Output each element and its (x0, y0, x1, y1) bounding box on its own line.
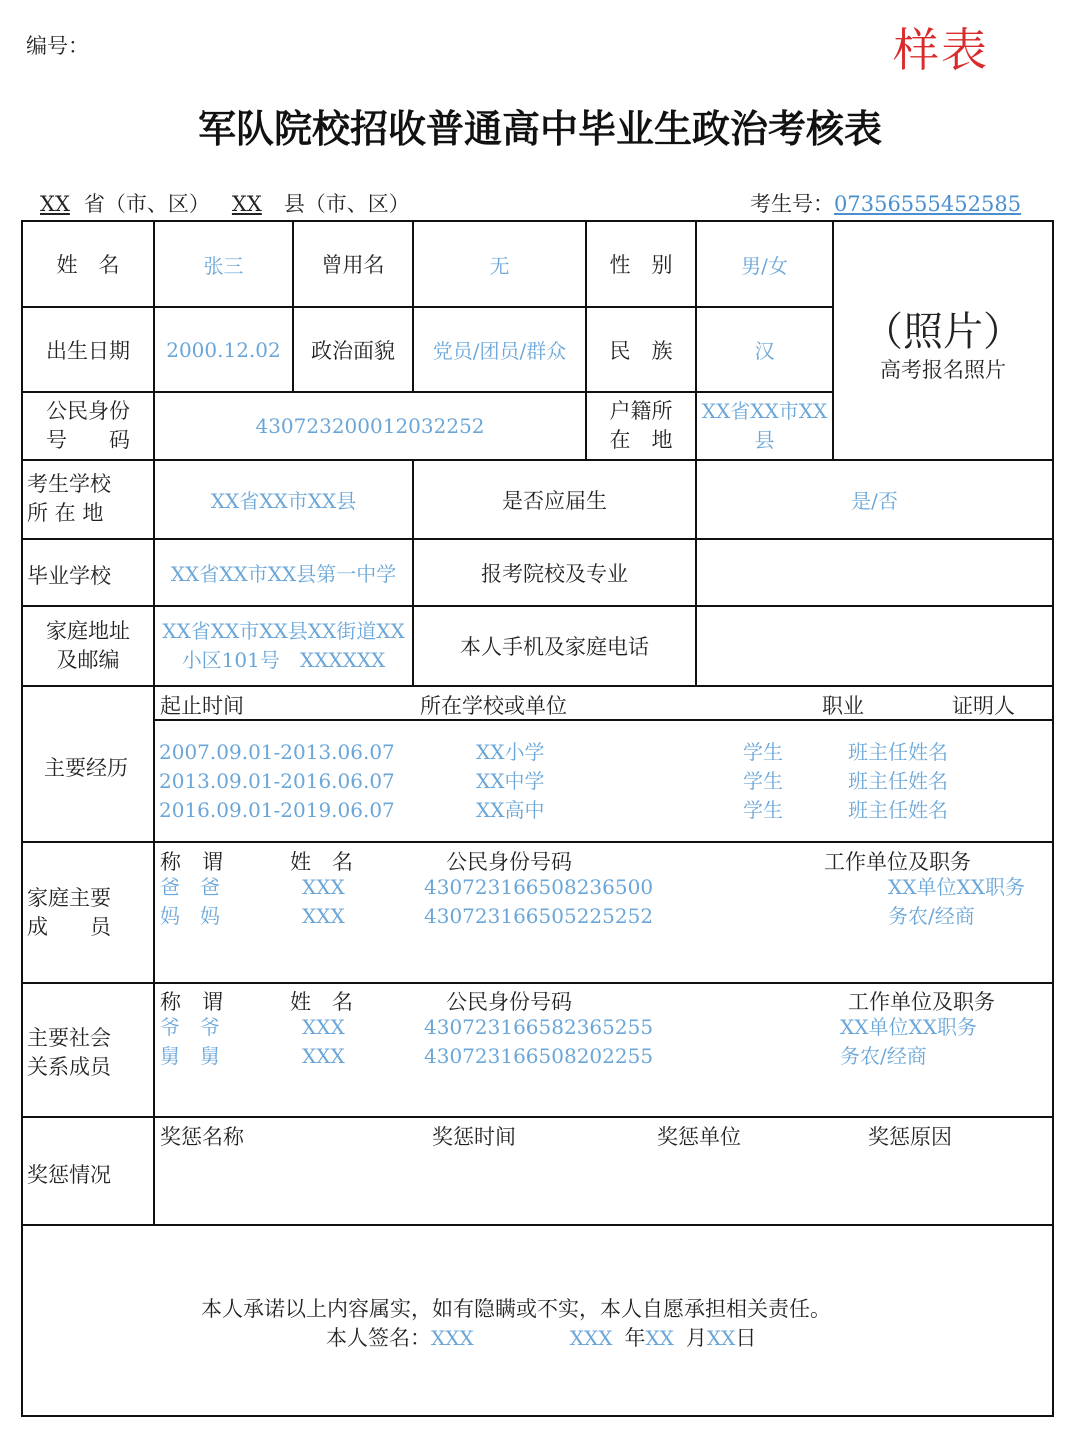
former-name-value[interactable]: 无 (489, 253, 510, 278)
table-row[interactable]: 爷 爷 (160, 1015, 220, 1039)
table-row[interactable]: 2016.09.01-2019.06.07 (159, 798, 395, 822)
table-row[interactable]: XX小学 (476, 740, 545, 764)
table-row[interactable]: XXX (302, 1015, 345, 1039)
gender-value[interactable]: 男/女 (741, 253, 788, 278)
family-header-name: 姓 名 (290, 850, 353, 874)
table-row[interactable]: 务农/经商 (840, 1044, 927, 1068)
graduate-school-label: 毕业学校 (27, 564, 111, 588)
name-value[interactable]: 张三 (203, 253, 244, 278)
history-header-school: 所在学校或单位 (420, 694, 567, 718)
table-row[interactable]: 430723166508236500 (424, 875, 654, 899)
family-header-work: 工作单位及职务 (824, 850, 971, 874)
social-header-work: 工作单位及职务 (848, 990, 995, 1014)
fresh-graduate-label: 是否应届生 (502, 488, 607, 513)
hukou-label: 户籍所 在 地 (609, 399, 673, 452)
family-header-id: 公民身份号码 (446, 850, 572, 874)
apply-school-field[interactable] (697, 540, 1052, 605)
awards-header-time: 奖惩时间 (432, 1125, 516, 1149)
county-suffix: 县（市、区） (283, 192, 410, 216)
social-relation-column (160, 1013, 220, 1071)
former-name-label: 曾用名 (321, 253, 385, 277)
ethnic-value[interactable]: 汉 (754, 339, 775, 363)
table-row[interactable]: XX中学 (476, 769, 545, 793)
history-school-column (476, 738, 544, 825)
serial-label: 编号： (26, 34, 89, 58)
birth-value[interactable]: 2000.12.02 (166, 337, 281, 362)
social-label: 主要社会 关系成员 (27, 1026, 111, 1079)
address-label: 家庭地址 及邮编 (46, 619, 130, 672)
family-label: 家庭主要 成 员 (27, 886, 111, 939)
social-header-id: 公民身份号码 (446, 990, 572, 1014)
name-label: 姓 名 (56, 253, 120, 277)
social-header-relation: 称 谓 (160, 990, 223, 1014)
table-row[interactable]: XX单位XX职务 (840, 1015, 977, 1039)
table-row[interactable]: XXX (302, 904, 345, 928)
page-title: 军队院校招收普通高中毕业生政治考核表 (197, 107, 882, 151)
signature-value[interactable]: XXX (431, 1326, 474, 1350)
awards-header-unit: 奖惩单位 (657, 1125, 741, 1149)
signature-label: 本人签名： (326, 1326, 431, 1350)
table-row[interactable]: 班主任姓名 (848, 740, 948, 764)
signature-line: 本人签名：XXX XXX 年XX 月XX日 (326, 1326, 757, 1350)
history-header-job: 职业 (822, 694, 864, 718)
history-header-period: 起止时间 (160, 694, 244, 718)
school-location-label: 考生学校 所 在 地 (27, 472, 111, 525)
history-header-witness: 证明人 (952, 694, 1015, 718)
sample-stamp: 样表 (893, 23, 989, 77)
table-row[interactable]: 学生 (743, 769, 783, 793)
table-row[interactable]: 务农/经商 (888, 904, 975, 928)
province-field[interactable]: XX (40, 192, 70, 216)
family-id-column (424, 873, 653, 931)
ethnic-label: 民 族 (609, 338, 673, 363)
family-name-column (302, 873, 345, 931)
id-label: 公民身份 号 码 (46, 399, 130, 452)
awards-header-name: 奖惩名称 (160, 1125, 244, 1149)
photo-title: （照片） (863, 309, 1023, 355)
family-work-column (888, 873, 1025, 931)
province-suffix: 省（市、区） (83, 192, 210, 216)
address-value[interactable]: XX省XX市XX县XX街道XX 小区101号 XXXXXX (162, 619, 405, 672)
social-id-column (424, 1013, 653, 1071)
photo-caption: 高考报名照片 (880, 358, 1006, 382)
table-row[interactable]: 学生 (743, 740, 783, 764)
table-row[interactable]: XX单位XX职务 (888, 875, 1025, 899)
history-witness-column (848, 738, 948, 825)
sign-month[interactable]: XX (645, 1326, 674, 1350)
social-name-column (302, 1013, 345, 1071)
awards-label: 奖惩情况 (27, 1163, 111, 1187)
table-row[interactable]: XXX (302, 875, 345, 899)
sign-year[interactable]: XXX (569, 1326, 613, 1350)
history-period-column (159, 738, 395, 825)
table-row[interactable]: 2007.09.01-2013.06.07 (159, 740, 395, 764)
table-row[interactable]: 430723166508202255 (424, 1044, 654, 1068)
region-line (26, 188, 410, 218)
table-row[interactable]: 学生 (743, 798, 783, 822)
sign-day[interactable]: XX (706, 1326, 736, 1350)
table-row[interactable]: 430723166582365255 (424, 1015, 654, 1039)
table-row[interactable]: 班主任姓名 (848, 798, 948, 822)
exam-number-label: 考生号： (750, 192, 834, 216)
awards-header-reason: 奖惩原因 (868, 1125, 952, 1149)
hukou-value[interactable]: XX省XX市XX 县 (701, 399, 828, 452)
history-job-column (743, 738, 783, 825)
table-row[interactable]: XXX (302, 1044, 345, 1068)
apply-school-label: 报考院校及专业 (481, 561, 628, 586)
social-header-name: 姓 名 (290, 990, 353, 1014)
family-header-relation: 称 谓 (160, 850, 223, 874)
history-label: 主要经历 (44, 756, 128, 780)
social-work-column (840, 1013, 977, 1071)
politics-label: 政治面貌 (311, 338, 395, 363)
pledge-text: 本人承诺以上内容属实，如有隐瞒或不实，本人自愿承担相关责任。 (201, 1297, 831, 1321)
school-location-value[interactable]: XX省XX市XX县 (210, 489, 357, 513)
exam-number-line (750, 188, 1021, 218)
birth-label: 出生日期 (46, 338, 130, 363)
table-row[interactable]: 班主任姓名 (848, 769, 948, 793)
phone-field[interactable] (697, 607, 1052, 685)
exam-number-link[interactable]: 07356555452585 (834, 192, 1022, 216)
phone-label: 本人手机及家庭电话 (460, 635, 649, 659)
graduate-school-value[interactable]: XX省XX市XX县第一中学 (170, 562, 397, 586)
table-row[interactable]: 2013.09.01-2016.06.07 (159, 769, 395, 793)
gender-label: 性 别 (609, 253, 673, 277)
family-relation-column (160, 873, 220, 931)
table-row[interactable]: 430723166505225252 (424, 904, 654, 928)
table-row[interactable]: 爸 爸 (160, 875, 220, 899)
id-value[interactable]: 430723200012032252 (255, 414, 485, 438)
fresh-graduate-value[interactable]: 是/否 (851, 489, 898, 513)
county-field[interactable]: XX (231, 192, 262, 216)
table-row[interactable]: 舅 舅 (160, 1044, 220, 1068)
photo-box[interactable] (834, 222, 1052, 459)
politics-value[interactable]: 党员/团员/群众 (432, 339, 567, 363)
table-row[interactable]: 妈 妈 (160, 904, 220, 928)
table-row[interactable]: XX高中 (476, 798, 545, 822)
